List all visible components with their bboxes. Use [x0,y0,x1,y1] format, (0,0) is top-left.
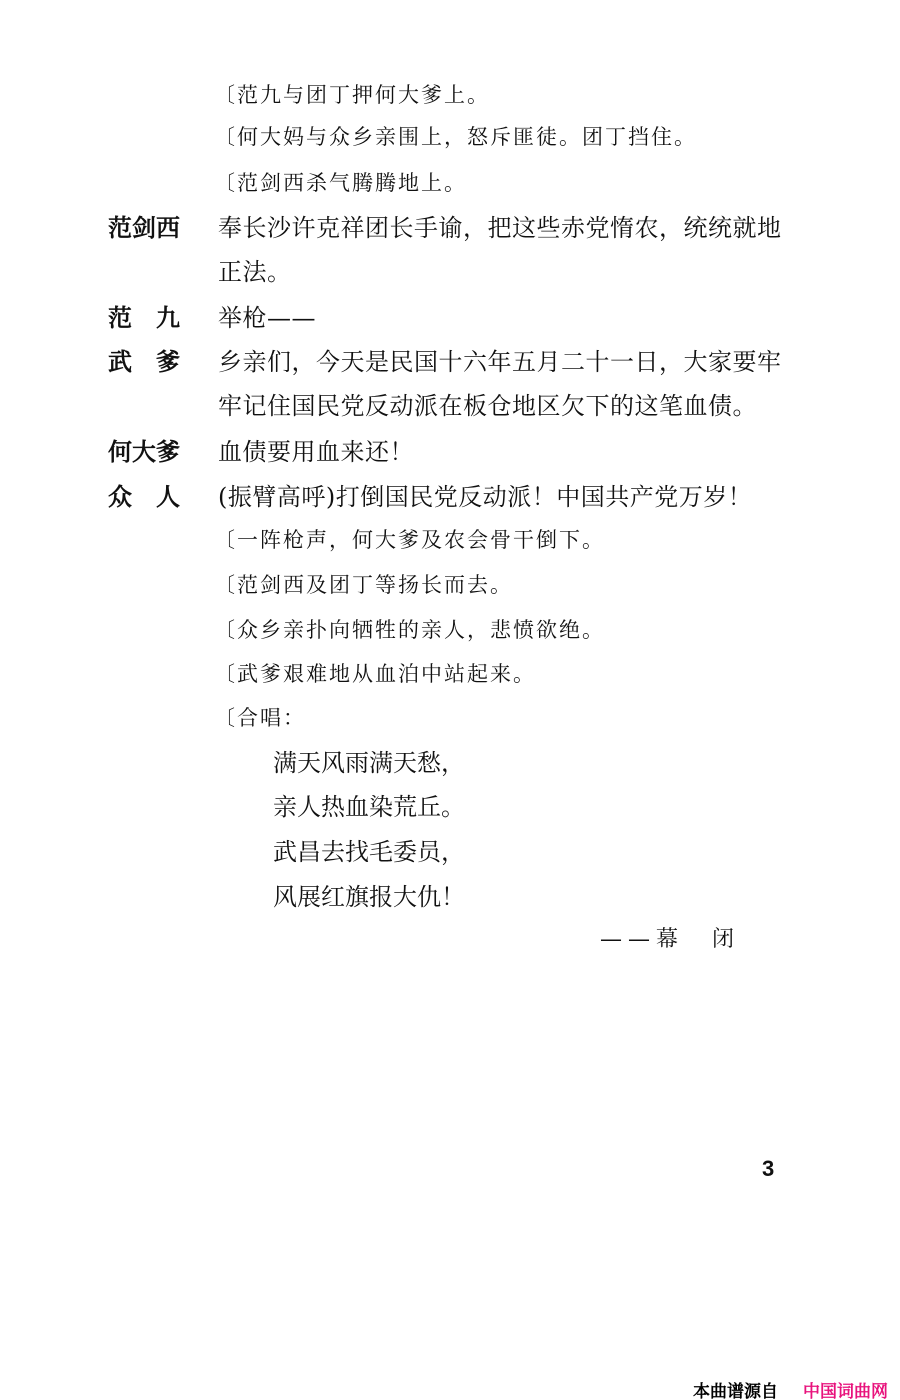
speech-line: 牢记住国民党反动派在板仓地区欠下的这笔血债。 [218,392,757,420]
speech-line: 血债要用血来还！ [218,438,414,466]
speech-line: (振臂高呼)打倒国民党反动派！中国共产党万岁！ [218,483,753,511]
stage-direction: 〔众乡亲扑向牺牲的亲人，悲愤欲绝。 [214,618,605,642]
stage-direction: 〔合唱： [214,706,306,730]
speech-line: 奉长沙许克祥团长手谕，把这些赤党惰农，统统就地 [218,214,782,242]
song-line: 风展红旗报大仇！ [273,883,465,911]
speech-line: 举枪—— [218,304,316,332]
page-number: 3 [762,1156,775,1181]
stage-direction: 〔何大妈与众乡亲围上，怒斥匪徒。团丁挡住。 [214,125,697,149]
stage-direction: 〔武爹艰难地从血泊中站起来。 [214,662,536,686]
song-line: 满天风雨满天愁， [273,749,465,777]
speaker-name: 范剑西 [108,214,180,242]
speaker-name: 何大爹 [108,438,180,466]
watermark-prefix: 本曲谱源自 [693,1382,778,1400]
stage-direction: 〔范剑西杀气腾腾地上。 [214,171,467,195]
speech-line: 乡亲们，今天是民国十六年五月二十一日，大家要牢 [218,348,782,376]
speech-line: 正法。 [218,258,292,286]
speaker-name: 众 人 [108,483,180,511]
curtain-close: ——幕 闭 [600,927,741,952]
watermark-site: 中国词曲网 [803,1382,888,1400]
stage-direction: 〔范剑西及团丁等扬长而去。 [214,573,513,597]
stage-direction: 〔范九与团丁押何大爹上。 [214,83,490,107]
speaker-name: 武 爹 [108,348,180,376]
song-line: 亲人热血染荒丘。 [273,793,465,821]
stage-direction: 〔一阵枪声，何大爹及农会骨干倒下。 [214,528,605,552]
speaker-name: 范 九 [108,304,180,332]
song-line: 武昌去找毛委员， [273,838,465,866]
